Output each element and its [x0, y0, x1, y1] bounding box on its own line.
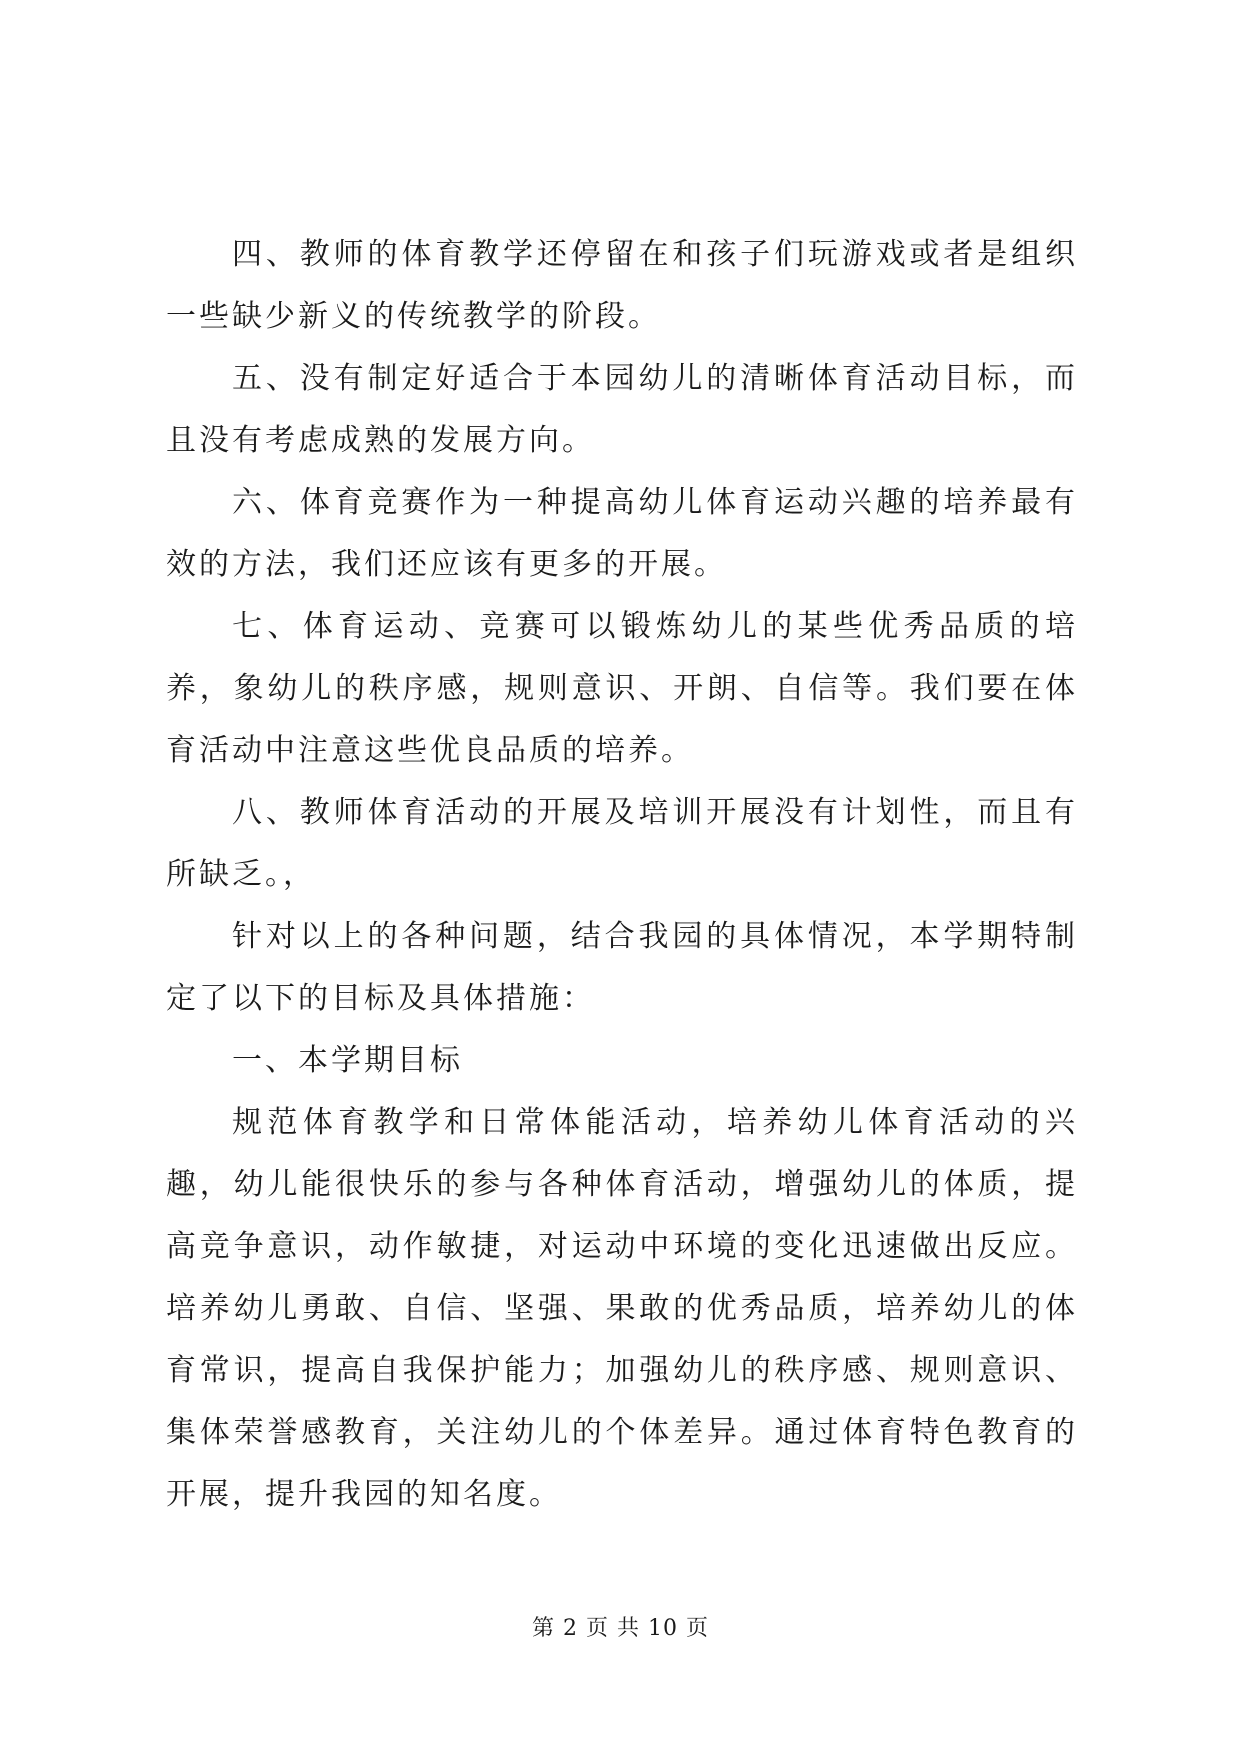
paragraph-item-8: 八、教师体育活动的开展及培训开展没有计划性，而且有所缺乏。，	[166, 795, 1078, 892]
section-heading-goals: 一、本学期目标	[232, 1043, 463, 1078]
paragraph-item-6: 六、体育竞赛作为一种提高幼儿体育运动兴趣的培养最有效的方法，我们还应该有更多的开展。	[166, 485, 1078, 582]
paragraph-item-4: 四、教师的体育教学还停留在和孩子们玩游戏或者是组织一些缺少新义的传统教学的阶段。	[166, 237, 1078, 334]
paragraph-item-5: 五、没有制定好适合于本园幼儿的清晰体育活动目标，而且没有考虑成熟的发展方向。	[166, 361, 1078, 458]
document-body	[166, 224, 1078, 1526]
paragraph-item-7: 七、体育运动、竞赛可以锻炼幼儿的某些优秀品质的培养，象幼儿的秩序感，规则意识、开朗、自信等。我们要在体育活动中注意这些优良品质的培养。	[166, 609, 1078, 768]
paragraph-goals-detail: 规范体育教学和日常体能活动，培养幼儿体育活动的兴趣，幼儿能很快乐的参与各种体育活动，增强幼儿的体质，提高竞争意识，动作敏捷，对运动中环境的变化迅速做出反应。培养幼儿勇敢、自信、坚强、果敢的优秀品质，培养幼儿的体育常识，提高自我保护能力；加强幼儿的秩序感、规则意识、集体荣誉感教育，关注幼儿的个体差异。通过体育特色教育的开展，提升我园的知名度。	[166, 1105, 1078, 1512]
page-number-footer: 第 2 页 共 10 页	[532, 1616, 709, 1641]
paragraph-intro-measures: 针对以上的各种问题，结合我园的具体情况，本学期特制定了以下的目标及具体措施：	[166, 919, 1078, 1016]
